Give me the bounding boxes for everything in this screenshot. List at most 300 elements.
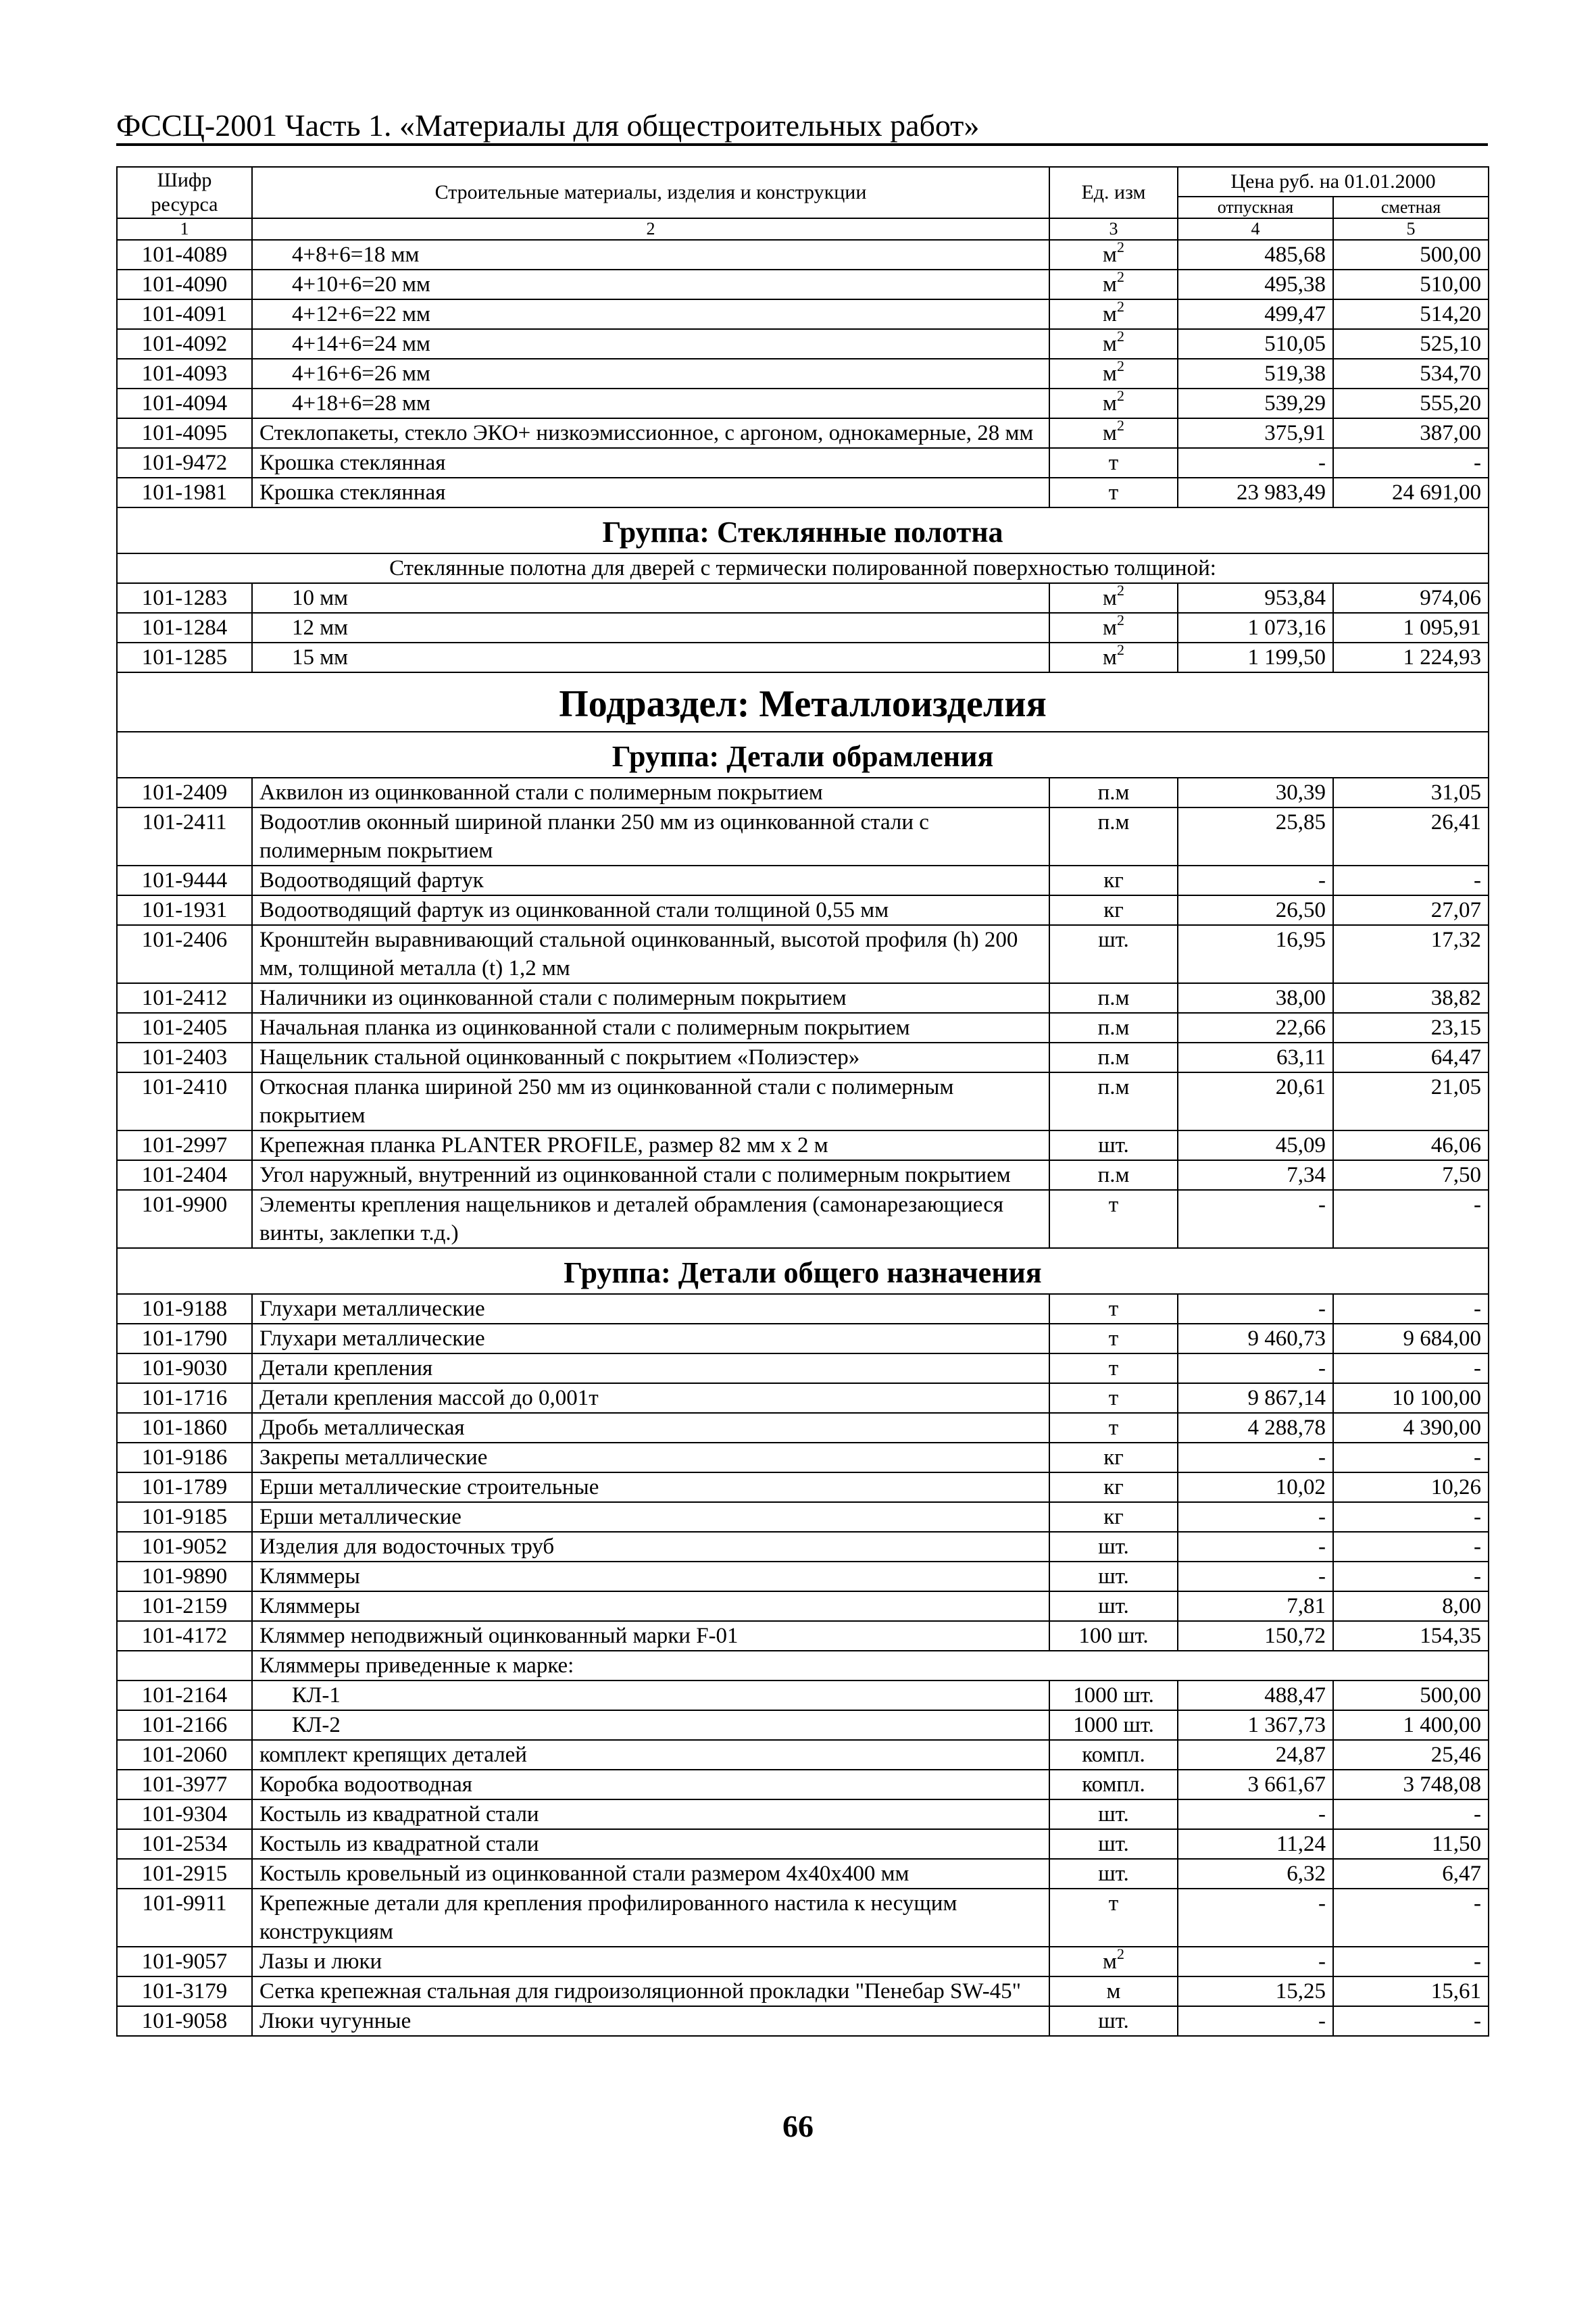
cell-unit: [1049, 359, 1178, 389]
cell-release-price: 4 288,78: [1178, 1413, 1333, 1443]
cell-unit: [1049, 1160, 1178, 1190]
group-heading: Группа: Стеклянные полотна: [117, 507, 1489, 553]
cell-name: Кронштейн выравнивающий стальной оцинкованный, высотой профиля (h) 200 мм, толщиной металла (t) 1,2 мм: [252, 925, 1049, 983]
cell-release-price: -: [1178, 1799, 1333, 1829]
cell-release-price: -: [1178, 1353, 1333, 1383]
unit-text: т: [1108, 1891, 1119, 1916]
cell-estimate-price: 534,70: [1333, 359, 1489, 389]
table-row: [117, 643, 1489, 672]
page-header: ФССЦ-2001 Часть 1. «Материалы для общестроительных работ»: [116, 108, 980, 143]
cell-name: 4+16+6=26 мм: [252, 359, 1049, 389]
unit-exponent: 2: [1116, 240, 1124, 255]
cell-unit: [1049, 1472, 1178, 1502]
unit-exponent: 2: [1116, 418, 1124, 434]
cell-code: 101-9911: [117, 1889, 252, 1947]
table-row: [117, 1681, 1489, 1710]
cell-estimate-price: 25,46: [1333, 1740, 1489, 1770]
cell-unit: [1049, 1799, 1178, 1829]
cell-estimate-price: 154,35: [1333, 1621, 1489, 1651]
table-row: [117, 1072, 1489, 1130]
price-table: [116, 166, 1489, 2037]
table-row: [117, 329, 1489, 359]
cell-estimate-price: 6,47: [1333, 1859, 1489, 1889]
cell-unit: [1049, 389, 1178, 418]
cell-estimate-price: 46,06: [1333, 1130, 1489, 1160]
table-row: [117, 613, 1489, 643]
cell-code: 101-9186: [117, 1443, 252, 1472]
cell-release-price: 1 073,16: [1178, 613, 1333, 643]
cell-estimate-price: -: [1333, 1799, 1489, 1829]
cell-name: Откосная планка шириной 250 мм из оцинкованной стали с полимерным покрытием: [252, 1072, 1049, 1130]
cell-estimate-price: 21,05: [1333, 1072, 1489, 1130]
unit-text: т: [1108, 1297, 1119, 1321]
cell-estimate-price: 525,10: [1333, 329, 1489, 359]
cell-estimate-price: -: [1333, 1532, 1489, 1562]
unit-text: м: [1103, 391, 1117, 416]
cell-estimate-price: 10,26: [1333, 1472, 1489, 1502]
unit-text: м: [1103, 421, 1117, 445]
cell-release-price: -: [1178, 448, 1333, 478]
table-row: [117, 778, 1489, 807]
cell-name: Крошка стеклянная: [252, 448, 1049, 478]
unit-exponent: 2: [1116, 270, 1124, 285]
cell-release-price: 499,47: [1178, 299, 1333, 329]
table-row: [117, 1859, 1489, 1889]
table-row: [117, 1443, 1489, 1472]
cell-release-price: -: [1178, 1562, 1333, 1591]
table-row: [117, 1294, 1489, 1324]
table-row: [117, 1591, 1489, 1621]
cell-unit: [1049, 1072, 1178, 1130]
cell-estimate-price: -: [1333, 1889, 1489, 1947]
cell-code: 101-2409: [117, 778, 252, 807]
unit-text: п.м: [1097, 780, 1130, 805]
table-row: [117, 983, 1489, 1013]
cell-unit: [1049, 1443, 1178, 1472]
header-code: Шифр ресурса: [117, 167, 252, 218]
cell-release-price: 539,29: [1178, 389, 1333, 418]
cell-release-price: -: [1178, 1532, 1333, 1562]
cell-unit: [1049, 1013, 1178, 1043]
unit-text: м: [1103, 1949, 1117, 1974]
cell-unit: [1049, 2006, 1178, 2036]
cell-name: 10 мм: [252, 583, 1049, 613]
table-row: [117, 1353, 1489, 1383]
cell-unit: [1049, 1043, 1178, 1072]
table-body: [117, 240, 1489, 2036]
cell-unit: [1049, 643, 1178, 672]
cell-name: Крепежная планка PLANTER PROFILE, размер 82 мм х 2 м: [252, 1130, 1049, 1160]
col-number-4: 4: [1178, 218, 1333, 240]
unit-text: т: [1108, 1386, 1119, 1410]
cell-estimate-price: 387,00: [1333, 418, 1489, 448]
cell-code: 101-4090: [117, 270, 252, 299]
cell-estimate-price: 555,20: [1333, 389, 1489, 418]
cell-estimate-price: -: [1333, 1353, 1489, 1383]
unit-text: м: [1103, 616, 1117, 640]
cell-unit: [1049, 807, 1178, 866]
cell-unit: [1049, 583, 1178, 613]
cell-release-price: 953,84: [1178, 583, 1333, 613]
subsection-heading: Подраздел: Металлоизделия: [117, 672, 1489, 732]
cell-estimate-price: -: [1333, 1502, 1489, 1532]
table-row: [117, 1130, 1489, 1160]
cell-code: 101-2164: [117, 1681, 252, 1710]
cell-code: 101-3179: [117, 1976, 252, 2006]
note-text: Стеклянные полотна для дверей с термически полированной поверхностью толщиной:: [117, 553, 1489, 583]
cell-code: 101-3977: [117, 1770, 252, 1799]
table-row: [117, 1413, 1489, 1443]
cell-code: 101-2997: [117, 1130, 252, 1160]
cell-estimate-price: 8,00: [1333, 1591, 1489, 1621]
cell-code: 101-4172: [117, 1621, 252, 1651]
cell-estimate-price: -: [1333, 2006, 1489, 2036]
cell-unit: [1049, 778, 1178, 807]
cell-estimate-price: 514,20: [1333, 299, 1489, 329]
table-row: [117, 389, 1489, 418]
cell-name: Глухари металлические: [252, 1294, 1049, 1324]
unit-text: м: [1103, 243, 1117, 267]
cell-release-price: 45,09: [1178, 1130, 1333, 1160]
unit-text: шт.: [1098, 1802, 1129, 1826]
unit-text: шт.: [1098, 1564, 1129, 1589]
cell-code: 101-2404: [117, 1160, 252, 1190]
unit-exponent: 2: [1116, 389, 1124, 404]
cell-unit: [1049, 1130, 1178, 1160]
cell-code: 101-4091: [117, 299, 252, 329]
cell-unit: [1049, 895, 1178, 925]
unit-text: п.м: [1097, 810, 1130, 835]
cell-code: 101-2412: [117, 983, 252, 1013]
unit-text: м: [1103, 645, 1117, 670]
cell-code: 101-2405: [117, 1013, 252, 1043]
cell-release-price: 10,02: [1178, 1472, 1333, 1502]
unit-text: кг: [1103, 1475, 1124, 1499]
cell-estimate-price: 10 100,00: [1333, 1383, 1489, 1413]
header-rule: [116, 143, 1488, 146]
cell-release-price: 1 367,73: [1178, 1710, 1333, 1740]
table-row: [117, 1889, 1489, 1947]
cell-code: 101-9030: [117, 1353, 252, 1383]
table-row: [117, 1829, 1489, 1859]
cell-name: Костыль из квадратной стали: [252, 1829, 1049, 1859]
cell-code: 101-2915: [117, 1859, 252, 1889]
cell-code: 101-9058: [117, 2006, 252, 2036]
cell-estimate-price: 974,06: [1333, 583, 1489, 613]
group-heading: Группа: Детали общего назначения: [117, 1248, 1489, 1294]
cell-estimate-price: 24 691,00: [1333, 478, 1489, 507]
cell-name: Нащельник стальной оцинкованный с покрытием «Полиэстер»: [252, 1043, 1049, 1072]
cell-estimate-price: 510,00: [1333, 270, 1489, 299]
unit-text: кг: [1103, 868, 1124, 893]
unit-exponent: 2: [1116, 1947, 1124, 1962]
table-row: [117, 1562, 1489, 1591]
cell-release-price: -: [1178, 1443, 1333, 1472]
cell-unit: [1049, 983, 1178, 1013]
cell-estimate-price: 3 748,08: [1333, 1770, 1489, 1799]
cell-unit: [1049, 1353, 1178, 1383]
cell-name: Стеклопакеты, стекло ЭКО+ низкоэмиссионное, с аргоном, однокамерные, 28 мм: [252, 418, 1049, 448]
cell-code: 101-4093: [117, 359, 252, 389]
unit-text: м: [1103, 302, 1117, 326]
table-row: [117, 240, 1489, 270]
group-heading-row: [117, 732, 1489, 778]
cell-name: Ерши металлические: [252, 1502, 1049, 1532]
cell-name: Костыль из квадратной стали: [252, 1799, 1049, 1829]
cell-code: 101-4095: [117, 418, 252, 448]
unit-exponent: 2: [1116, 359, 1124, 374]
cell-unit: [1049, 1829, 1178, 1859]
cell-estimate-price: 26,41: [1333, 807, 1489, 866]
page-number: 66: [782, 2109, 814, 2143]
cell-release-price: 485,68: [1178, 240, 1333, 270]
unit-text: п.м: [1097, 1075, 1130, 1099]
cell-name: Люки чугунные: [252, 2006, 1049, 2036]
col-number-5: 5: [1333, 218, 1489, 240]
cell-name: 4+12+6=22 мм: [252, 299, 1049, 329]
cell-code: 101-4094: [117, 389, 252, 418]
cell-code: 101-2411: [117, 807, 252, 866]
cell-release-price: -: [1178, 1190, 1333, 1248]
cell-name: 4+10+6=20 мм: [252, 270, 1049, 299]
col-number-3: 3: [1049, 218, 1178, 240]
cell-unit: [1049, 1889, 1178, 1947]
unit-text: м: [1106, 1979, 1121, 2003]
cell-release-price: -: [1178, 1294, 1333, 1324]
table-row: [117, 1190, 1489, 1248]
cell-unit: [1049, 478, 1178, 507]
cell-release-price: 375,91: [1178, 418, 1333, 448]
cell-code: 101-9185: [117, 1502, 252, 1532]
cell-release-price: 11,24: [1178, 1829, 1333, 1859]
cell-name: КЛ-2: [252, 1710, 1049, 1740]
cell-unit: [1049, 1770, 1178, 1799]
cell-estimate-price: 1 400,00: [1333, 1710, 1489, 1740]
cell-code: 101-2534: [117, 1829, 252, 1859]
cell-unit: [1049, 1413, 1178, 1443]
cell-release-price: -: [1178, 2006, 1333, 2036]
cell-estimate-price: 23,15: [1333, 1013, 1489, 1043]
unit-text: м: [1103, 272, 1117, 297]
cell-code: 101-2403: [117, 1043, 252, 1072]
unit-text: м: [1103, 332, 1117, 356]
cell-name: Коробка водоотводная: [252, 1770, 1049, 1799]
table-row: [117, 1740, 1489, 1770]
cell-estimate-price: 31,05: [1333, 778, 1489, 807]
table-row: [117, 2006, 1489, 2036]
cell-release-price: 30,39: [1178, 778, 1333, 807]
unit-text: шт.: [1098, 1832, 1129, 1856]
cell-code: 101-1789: [117, 1472, 252, 1502]
cell-release-price: 150,72: [1178, 1621, 1333, 1651]
unit-exponent: 2: [1116, 583, 1124, 599]
table-row: [117, 1160, 1489, 1190]
cell-release-price: 519,38: [1178, 359, 1333, 389]
cell-release-price: 16,95: [1178, 925, 1333, 983]
unit-text: шт.: [1098, 1133, 1129, 1158]
cell-estimate-price: 4 390,00: [1333, 1413, 1489, 1443]
cell-code: 101-9900: [117, 1190, 252, 1248]
cell-name: Элементы крепления нащельников и деталей обрамления (самонарезающиеся винты, заклепки т.д.): [252, 1190, 1049, 1248]
cell-estimate-price: 27,07: [1333, 895, 1489, 925]
cell-name: Закрепы металлические: [252, 1443, 1049, 1472]
group-heading-row: [117, 507, 1489, 553]
cell-code: 101-9444: [117, 866, 252, 895]
unit-exponent: 2: [1116, 613, 1124, 628]
cell-unit: [1049, 1324, 1178, 1353]
unit-text: м: [1103, 586, 1117, 610]
cell-name: 4+18+6=28 мм: [252, 389, 1049, 418]
cell-unit: [1049, 1294, 1178, 1324]
cell-release-price: 25,85: [1178, 807, 1333, 866]
cell-unit: [1049, 1621, 1178, 1651]
cell-release-price: 7,34: [1178, 1160, 1333, 1190]
cell-unit: [1049, 1383, 1178, 1413]
cell-name: 12 мм: [252, 613, 1049, 643]
cell-code: 101-2159: [117, 1591, 252, 1621]
table-row: [117, 359, 1489, 389]
header-unit: Ед. изм: [1049, 167, 1178, 218]
cell-unit: [1049, 1710, 1178, 1740]
cell-release-price: 20,61: [1178, 1072, 1333, 1130]
cell-release-price: 63,11: [1178, 1043, 1333, 1072]
table-row: [117, 1799, 1489, 1829]
cell-code: 101-9052: [117, 1532, 252, 1562]
table-row: [117, 1043, 1489, 1072]
cell-unit: [1049, 1947, 1178, 1976]
unit-text: т: [1108, 1356, 1119, 1380]
subsection-heading-row: [117, 672, 1489, 732]
cell-code: 101-1981: [117, 478, 252, 507]
cell-estimate-price: -: [1333, 1562, 1489, 1591]
cell-release-price: 9 460,73: [1178, 1324, 1333, 1353]
cell-unit: [1049, 448, 1178, 478]
table-row: [117, 1324, 1489, 1353]
unit-text: кг: [1103, 1505, 1124, 1529]
cell-estimate-price: 64,47: [1333, 1043, 1489, 1072]
cell-code: 101-4092: [117, 329, 252, 359]
cell-name: Крошка стеклянная: [252, 478, 1049, 507]
col-number-1: 1: [117, 218, 252, 240]
table-row: [117, 866, 1489, 895]
cell-unit: [1049, 418, 1178, 448]
unit-text: шт.: [1098, 928, 1129, 952]
cell-unit: [1049, 1502, 1178, 1532]
cell-name: Лазы и люки: [252, 1947, 1049, 1976]
cell-estimate-price: 17,32: [1333, 925, 1489, 983]
col-number-2: 2: [252, 218, 1049, 240]
table-header: [117, 167, 1489, 240]
cell-release-price: 488,47: [1178, 1681, 1333, 1710]
table-row: [117, 418, 1489, 448]
cell-name: Глухари металлические: [252, 1324, 1049, 1353]
cell-code: [117, 1651, 252, 1681]
cell-unit: [1049, 1681, 1178, 1710]
table-row: [117, 1013, 1489, 1043]
cell-code: 101-2060: [117, 1740, 252, 1770]
cell-name: Изделия для водосточных труб: [252, 1532, 1049, 1562]
header-estimate: сметная: [1333, 197, 1489, 218]
unit-text: п.м: [1097, 1163, 1130, 1187]
cell-unit: [1049, 1562, 1178, 1591]
cell-code: 101-2406: [117, 925, 252, 983]
cell-release-price: 6,32: [1178, 1859, 1333, 1889]
table-row: [117, 299, 1489, 329]
cell-name: Начальная планка из оцинкованной стали с полимерным покрытием: [252, 1013, 1049, 1043]
cell-estimate-price: 1 224,93: [1333, 643, 1489, 672]
cell-estimate-price: 7,50: [1333, 1160, 1489, 1190]
table-row: [117, 925, 1489, 983]
unit-text: п.м: [1097, 1045, 1130, 1070]
cell-name: 4+8+6=18 мм: [252, 240, 1049, 270]
table-row: [117, 448, 1489, 478]
cell-unit: [1049, 1976, 1178, 2006]
cell-estimate-price: -: [1333, 448, 1489, 478]
cell-name: Костыль кровельный из оцинкованной стали размером 4х40х400 мм: [252, 1859, 1049, 1889]
cell-name: комплект крепящих деталей: [252, 1740, 1049, 1770]
cell-name: Наличники из оцинкованной стали с полимерным покрытием: [252, 983, 1049, 1013]
cell-code: 101-1716: [117, 1383, 252, 1413]
unit-text: п.м: [1097, 986, 1130, 1010]
cell-unit: [1049, 299, 1178, 329]
table-row: [117, 583, 1489, 613]
cell-name: 15 мм: [252, 643, 1049, 672]
cell-estimate-price: 15,61: [1333, 1976, 1489, 2006]
cell-release-price: 3 661,67: [1178, 1770, 1333, 1799]
cell-estimate-price: -: [1333, 1947, 1489, 1976]
table-row: [117, 1947, 1489, 1976]
cell-release-price: 1 199,50: [1178, 643, 1333, 672]
unit-text: шт.: [1098, 1535, 1129, 1559]
cell-code: 101-9188: [117, 1294, 252, 1324]
cell-name: Детали крепления: [252, 1353, 1049, 1383]
unit-text: 1000 шт.: [1073, 1683, 1154, 1708]
unit-text: т: [1108, 1326, 1119, 1351]
cell-code: 101-9472: [117, 448, 252, 478]
unit-text: 1000 шт.: [1073, 1713, 1154, 1737]
unit-exponent: 2: [1116, 329, 1124, 345]
unit-text: т: [1108, 1193, 1119, 1217]
unit-text: кг: [1103, 898, 1124, 922]
cell-estimate-price: -: [1333, 1190, 1489, 1248]
cell-release-price: -: [1178, 1889, 1333, 1947]
cell-name: Крепежные детали для крепления профилированного настила к несущим конструкциям: [252, 1889, 1049, 1947]
group-heading-row: [117, 1248, 1489, 1294]
cell-name: Сетка крепежная стальная для гидроизоляционной прокладки "Пенебар SW-45": [252, 1976, 1049, 2006]
cell-name: Ерши металлические строительные: [252, 1472, 1049, 1502]
header-name: Строительные материалы, изделия и конструкции: [252, 167, 1049, 218]
table-row: [117, 1502, 1489, 1532]
table-row: [117, 1976, 1489, 2006]
table-row: [117, 807, 1489, 866]
table-row: [117, 1770, 1489, 1799]
cell-name: КЛ-1: [252, 1681, 1049, 1710]
unit-text: м: [1103, 362, 1117, 386]
cell-release-price: 22,66: [1178, 1013, 1333, 1043]
cell-release-price: 9 867,14: [1178, 1383, 1333, 1413]
cell-release-price: 15,25: [1178, 1976, 1333, 2006]
table-row: [117, 1383, 1489, 1413]
cell-name: Водоотлив оконный шириной планки 250 мм из оцинкованной стали с полимерным покрытием: [252, 807, 1049, 866]
cell-release-price: 23 983,49: [1178, 478, 1333, 507]
unit-text: шт.: [1098, 1862, 1129, 1886]
unit-exponent: 2: [1116, 643, 1124, 658]
table-row: [117, 270, 1489, 299]
cell-code: 101-1790: [117, 1324, 252, 1353]
table-row: [117, 1532, 1489, 1562]
cell-code: 101-2410: [117, 1072, 252, 1130]
cell-code: 101-1284: [117, 613, 252, 643]
